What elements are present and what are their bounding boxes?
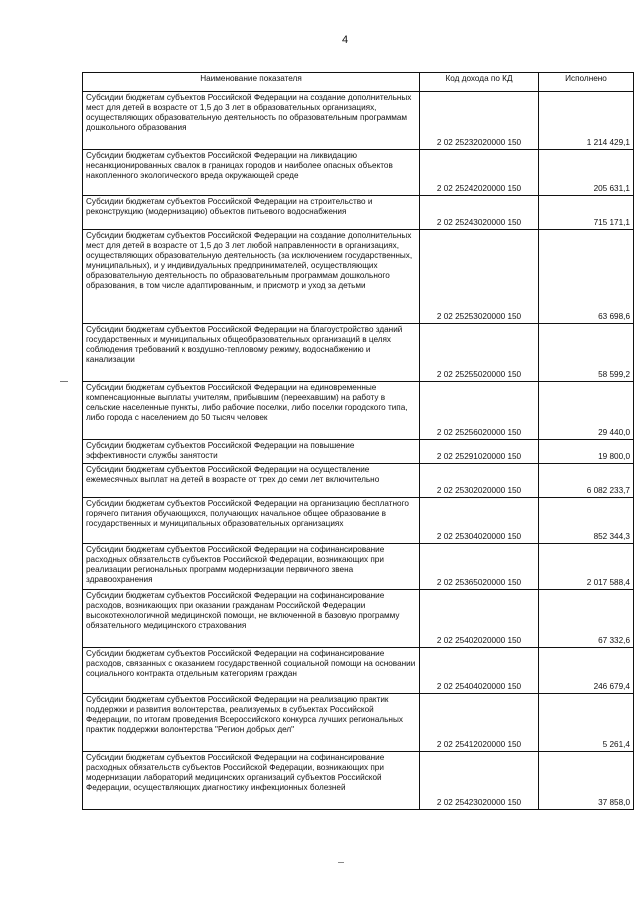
row-code: 2 02 25304020000 150 (420, 498, 539, 544)
row-sum: 246 679,4 (539, 648, 634, 694)
row-name: Субсидии бюджетам субъектов Российской Федерации на повышение эффективности службы занятости (83, 440, 420, 464)
row-sum: 5 261,4 (539, 694, 634, 752)
header-code: Код дохода по КД (420, 73, 539, 92)
row-code: 2 02 25256020000 150 (420, 382, 539, 440)
table-row (83, 440, 634, 464)
row-code: 2 02 25423020000 150 (420, 752, 539, 810)
table-row (83, 196, 634, 230)
header-sum: Исполнено (539, 73, 634, 92)
row-code: 2 02 25253020000 150 (420, 230, 539, 324)
table-row (83, 590, 634, 648)
row-name: Субсидии бюджетам субъектов Российской Федерации на софинансирование расходных обязательств субъектов Российской Федерации, возникающих при реализации региональных программ модернизации первичного звена здравоохранения (83, 544, 420, 590)
table-header-row (83, 73, 634, 92)
row-code: 2 02 25291020000 150 (420, 440, 539, 464)
row-code: 2 02 25404020000 150 (420, 648, 539, 694)
row-sum: 19 800,0 (539, 440, 634, 464)
row-sum: 852 344,3 (539, 498, 634, 544)
table-row (83, 498, 634, 544)
scan-mark (338, 862, 344, 863)
table-row (83, 150, 634, 196)
row-code: 2 02 25302020000 150 (420, 464, 539, 498)
row-code: 2 02 25243020000 150 (420, 196, 539, 230)
row-name: Субсидии бюджетам субъектов Российской Федерации на благоустройство зданий государственных и муниципальных общеобразовательных организаций в целях соблюдения требований к воздушно-тепловому режиму, водоснабжению и канализации (83, 324, 420, 382)
row-sum: 205 631,1 (539, 150, 634, 196)
row-name: Субсидии бюджетам субъектов Российской Федерации на софинансирование расходных обязательств субъектов Российской Федерации, возникающих при модернизации лабораторий медицинских организаций субъектов Российской Федерации, осуществляющих диагностику инфекционных болезней (83, 752, 420, 810)
row-code: 2 02 25365020000 150 (420, 544, 539, 590)
row-name: Субсидии бюджетам субъектов Российской Федерации на осуществление ежемесячных выплат на детей в возрасте от трех до семи лет включительно (83, 464, 420, 498)
row-name: Субсидии бюджетам субъектов Российской Федерации на создание дополнительных мест для детей в возрасте от 1,5 до 3 лет в образовательных организациях, осуществляющих образовательную деятельность по образовательным программам дошкольного образования (83, 92, 420, 150)
table-row (83, 230, 634, 324)
row-name: Субсидии бюджетам субъектов Российской Федерации на ликвидацию несанкционированных свалок в границах городов и наиболее опасных объектов накопленного экологического вреда окружающей среде (83, 150, 420, 196)
table-row (83, 464, 634, 498)
row-sum: 29 440,0 (539, 382, 634, 440)
header-name: Наименование показателя (83, 73, 420, 92)
row-code: 2 02 25242020000 150 (420, 150, 539, 196)
table-row (83, 324, 634, 382)
row-code: 2 02 25402020000 150 (420, 590, 539, 648)
row-name: Субсидии бюджетам субъектов Российской Федерации на строительство и реконструкцию (модернизацию) объектов питьевого водоснабжения (83, 196, 420, 230)
row-sum: 58 599,2 (539, 324, 634, 382)
row-sum: 67 332,6 (539, 590, 634, 648)
row-sum: 63 698,6 (539, 230, 634, 324)
row-name: Субсидии бюджетам субъектов Российской Федерации на создание дополнительных мест для детей в возрасте от 1,5 до 3 лет любой направленности в организациях, осуществляющих образовательную деятельность (за исключением государственных, муниципальных), и у индивидуальных предпринимателей, осуществляющих образовательную деятельность по образовательным программам дошкольного образования, в том числе адаптированным, и присмотр и уход за детьми (83, 230, 420, 324)
table-row (83, 694, 634, 752)
row-code: 2 02 25255020000 150 (420, 324, 539, 382)
row-sum: 715 171,1 (539, 196, 634, 230)
row-sum: 1 214 429,1 (539, 92, 634, 150)
row-sum: 6 082 233,7 (539, 464, 634, 498)
row-name: Субсидии бюджетам субъектов Российской Федерации на реализацию практик поддержки и развития волонтерства, реализуемых в субъектах Российской Федерации, по итогам проведения Всероссийского конкурса лучших региональных практик поддержки волонтерства "Регион добрых дел" (83, 694, 420, 752)
row-name: Субсидии бюджетам субъектов Российской Федерации на организацию бесплатного горячего питания обучающихся, получающих начальное общее образование в государственных и муниципальных образовательных организациях (83, 498, 420, 544)
row-name: Субсидии бюджетам субъектов Российской Федерации на единовременные компенсационные выплаты учителям, прибывшим (переехавшим) на работу в сельские населенные пункты, либо рабочие поселки, либо поселки городского типа, либо города с населением до 50 тысяч человек (83, 382, 420, 440)
row-code: 2 02 25412020000 150 (420, 694, 539, 752)
table-row (83, 92, 634, 150)
row-name: Субсидии бюджетам субъектов Российской Федерации на софинансирование расходов, связанных с оказанием государственной социальной помощи на основании социального контракта отдельным категориям граждан (83, 648, 420, 694)
table-row (83, 648, 634, 694)
table-row (83, 382, 634, 440)
row-code: 2 02 25232020000 150 (420, 92, 539, 150)
row-sum: 37 858,0 (539, 752, 634, 810)
table-row (83, 752, 634, 810)
row-name: Субсидии бюджетам субъектов Российской Федерации на софинансирование расходов, возникающих при оказании гражданам Российской Федерации высокотехнологичной медицинской помощи, не включенной в базовую программу обязательного медицинского страхования (83, 590, 420, 648)
row-sum: 2 017 588,4 (539, 544, 634, 590)
revenue-table (82, 72, 634, 810)
table-row (83, 544, 634, 590)
page-number: 4 (342, 34, 349, 46)
scan-mark (60, 381, 68, 382)
